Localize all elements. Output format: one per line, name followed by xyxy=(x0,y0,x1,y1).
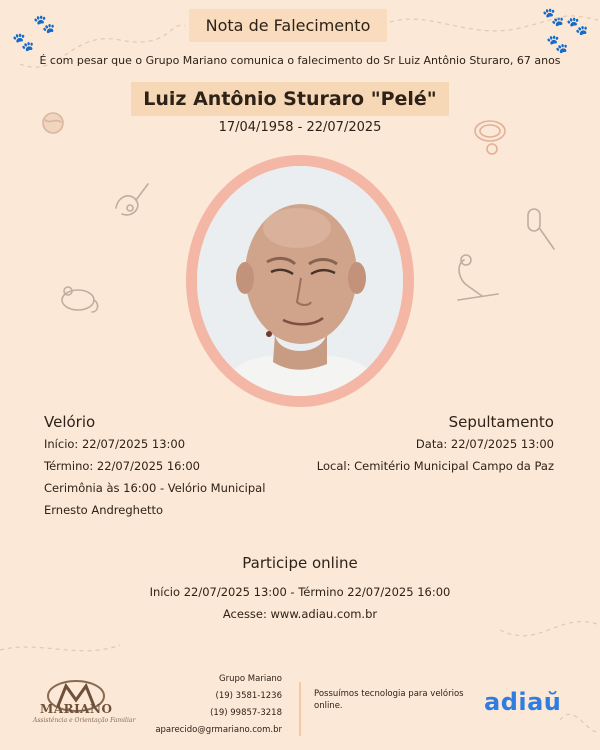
sepultamento-location: Local: Cemitério Municipal Campo da Paz xyxy=(316,459,554,473)
adiau-logo: adiaŭ xyxy=(484,688,562,716)
paw-print-icon: 🐾 xyxy=(12,32,35,53)
online-title: Participe online xyxy=(242,554,358,572)
mariano-logo-wordmark: MARIANO xyxy=(40,702,113,716)
footer-tech-note: Possuímos tecnologia para velórios online. xyxy=(314,689,464,712)
online-schedule: Início 22/07/2025 13:00 - Término 22/07/2025 16:00 xyxy=(149,585,451,599)
paw-print-icon: 🐾 xyxy=(566,16,589,37)
announcement-text: É com pesar que o Grupo Mariano comunica o falecimento do Sr Luiz Antônio Sturaro, 67 anos xyxy=(39,54,561,67)
mariano-logo-tagline: Assistência e Orientação Familiar xyxy=(33,717,136,724)
footer-phone-2: (19) 99857-3218 xyxy=(210,708,282,718)
mouse-toy-icon xyxy=(52,282,102,316)
velorio-start: Início: 22/07/2025 13:00 xyxy=(44,437,186,451)
deceased-name-banner xyxy=(131,82,449,116)
footer-company: Grupo Mariano xyxy=(219,674,282,684)
sepultamento-title: Sepultamento xyxy=(448,413,554,431)
pet-brush-icon xyxy=(522,205,560,253)
velorio-ceremony: Cerimônia às 16:00 - Velório Municipal xyxy=(44,481,266,495)
paw-print-icon: 🐾 xyxy=(546,34,569,55)
parakeet-icon xyxy=(452,250,504,306)
notice-title: Nota de Falecimento xyxy=(205,16,371,35)
deceased-portrait xyxy=(197,166,403,396)
footer-email[interactable]: aparecido@grmariano.com.br xyxy=(155,725,282,735)
online-access-link[interactable]: Acesse: www.adiau.com.br xyxy=(222,607,378,621)
sepultamento-date: Data: 22/07/2025 13:00 xyxy=(415,437,554,451)
footer-phone-1: (19) 3581-1236 xyxy=(215,691,282,701)
footer-divider xyxy=(299,682,301,736)
velorio-venue: Ernesto Andreghetto xyxy=(44,503,164,517)
velorio-title: Velório xyxy=(44,413,96,431)
velorio-end: Término: 22/07/2025 16:00 xyxy=(44,459,201,473)
paw-print-icon: 🐾 xyxy=(542,7,565,28)
notice-title-banner xyxy=(189,9,387,42)
life-dates: 17/04/1958 - 22/07/2025 xyxy=(218,120,382,135)
paw-print-icon: 🐾 xyxy=(33,14,56,35)
cat-toy-icon xyxy=(108,178,154,222)
deceased-name: Luiz Antônio Sturaro "Pelé" xyxy=(143,88,437,110)
